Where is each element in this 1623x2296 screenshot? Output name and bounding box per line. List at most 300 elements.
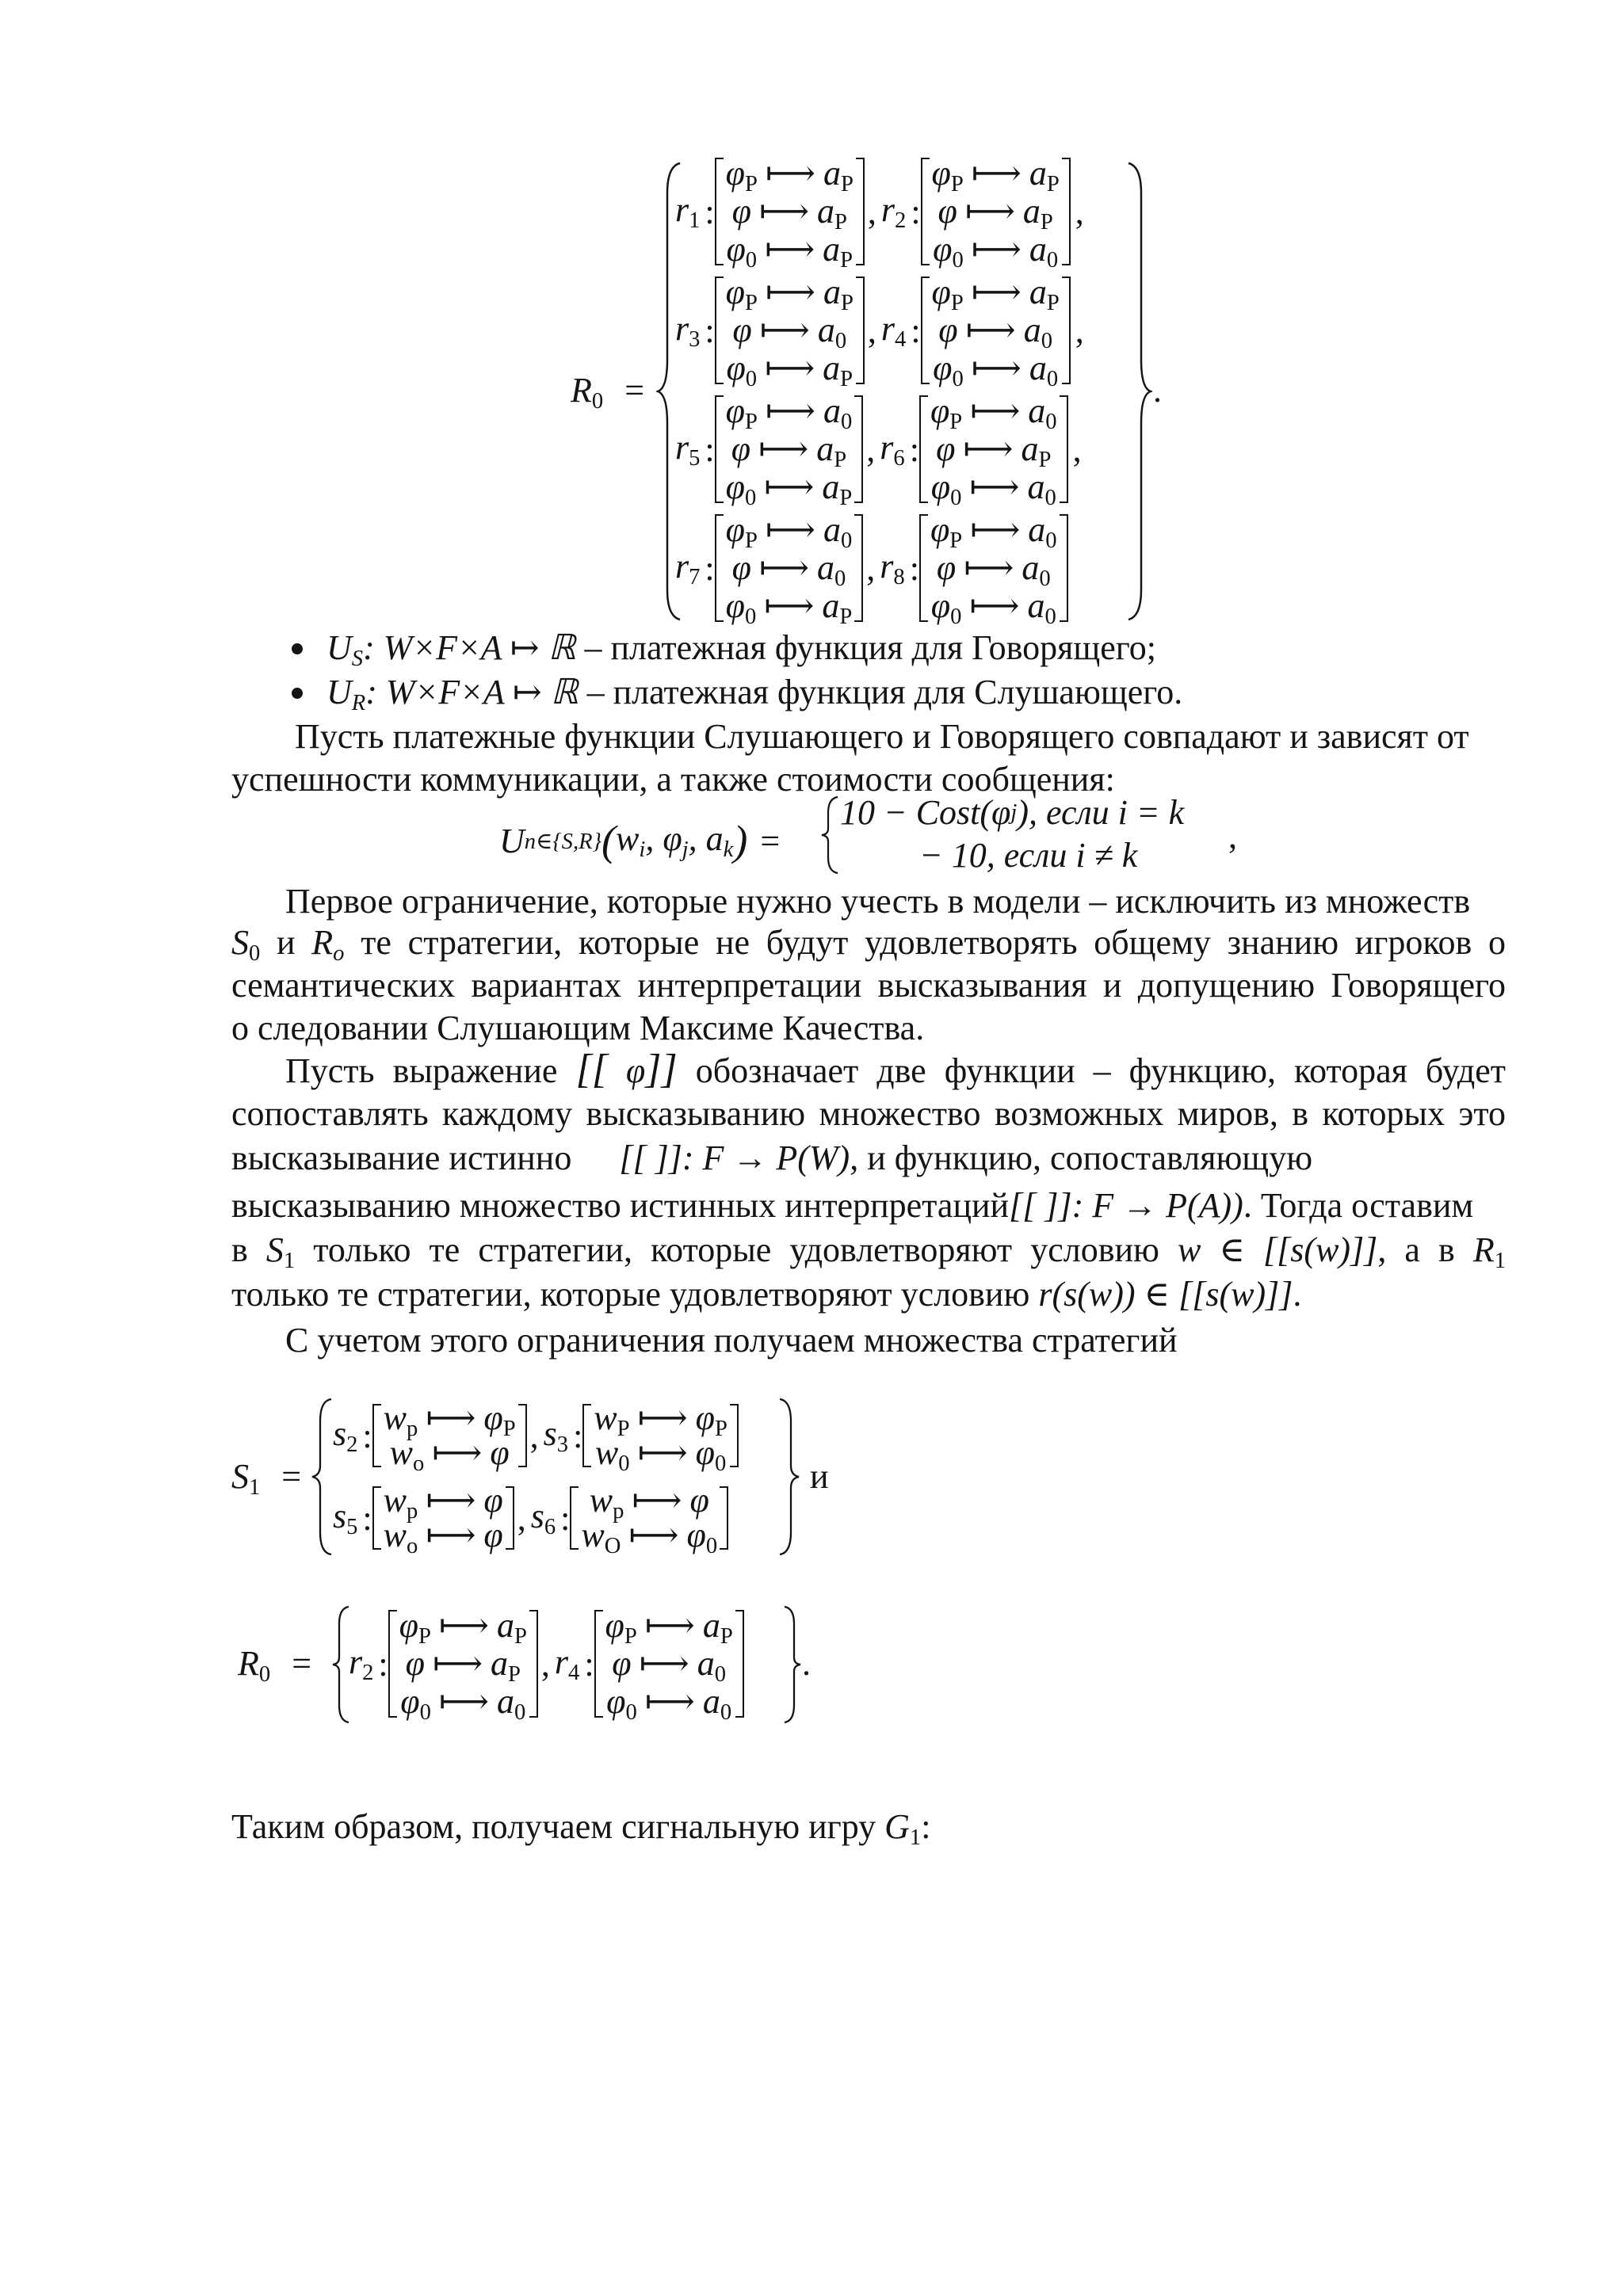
math-symbol: $\varphi_P$ bbox=[725, 273, 758, 315]
s1-tail: и bbox=[810, 1457, 829, 1496]
colon: : bbox=[909, 548, 919, 588]
math-subscript: P bbox=[624, 1624, 637, 1649]
math-symbol: $\varphi_0$ bbox=[606, 1682, 637, 1725]
math-symbol: $a_0$ bbox=[697, 1644, 727, 1687]
math-symbol: $a_0$ bbox=[1028, 391, 1057, 434]
math-subscript: 0 bbox=[1039, 566, 1051, 591]
mapsto-arrow: ⟼ bbox=[971, 154, 1022, 193]
math-subscript: 2 bbox=[895, 208, 907, 233]
math-subscript: P bbox=[508, 1662, 521, 1687]
small-r0-period: . bbox=[802, 1644, 811, 1683]
mapsto-arrow: ⟼ bbox=[969, 586, 1020, 625]
strategy-label: $r_4$ bbox=[554, 1642, 580, 1685]
mapping-row bbox=[930, 391, 1057, 434]
separator-comma: , bbox=[866, 429, 876, 469]
colon: : bbox=[362, 1498, 372, 1538]
mapsto-arrow: ⟼ bbox=[632, 1481, 682, 1520]
math-subscript: 0 bbox=[834, 566, 846, 591]
colon: : bbox=[911, 311, 921, 350]
mapsto-arrow: ⟼ bbox=[628, 1516, 679, 1554]
para1-line1: Пусть платежные функции Слушающего и Говорящего совпадают и зависят от bbox=[295, 717, 1469, 756]
mapping-matrix bbox=[570, 1481, 728, 1558]
final-line: Таким образом, получаем сигнальную игру $G_1$: bbox=[231, 1807, 931, 1850]
mapsto-arrow: ⟼ bbox=[765, 349, 815, 387]
para4: С учетом этого ограничения получаем множества стратегий bbox=[285, 1321, 1178, 1360]
mapsto-arrow: ⟼ bbox=[432, 1644, 483, 1683]
math-subscript: 0 bbox=[1044, 486, 1056, 510]
math-subscript: 0 bbox=[1045, 528, 1057, 553]
math-subscript: 0 bbox=[1046, 248, 1059, 273]
math-subscript: o bbox=[407, 1534, 418, 1558]
colon: : bbox=[584, 1644, 594, 1684]
mapping-matrix bbox=[715, 391, 864, 510]
math-subscript: 0 bbox=[834, 329, 847, 353]
math-subscript: P bbox=[840, 248, 854, 273]
row-comma: , bbox=[1072, 429, 1082, 469]
mapsto-arrow: ⟼ bbox=[765, 230, 815, 269]
math-subscript: 5 bbox=[346, 1515, 358, 1539]
mapping-row bbox=[581, 1516, 718, 1558]
mapping-row bbox=[726, 230, 854, 273]
strategy-row bbox=[675, 509, 1135, 627]
math-symbol: $\varphi_0$ bbox=[726, 349, 758, 391]
separator-comma: , bbox=[867, 311, 876, 350]
s1-right-brace bbox=[778, 1398, 800, 1556]
math-symbol: $w_p$ bbox=[383, 1398, 418, 1441]
math-symbol: $\varphi_0$ bbox=[933, 230, 964, 273]
math-subscript: P bbox=[949, 410, 963, 434]
small-r0-left-brace bbox=[331, 1605, 350, 1724]
math-subscript: P bbox=[949, 528, 963, 553]
bullet-marker bbox=[292, 643, 303, 654]
math-symbol: $\varphi_P$ bbox=[483, 1398, 516, 1441]
mapsto-arrow: ⟼ bbox=[758, 192, 810, 231]
mapping-row bbox=[594, 1433, 727, 1476]
math-symbol: $a_P$ bbox=[823, 349, 854, 391]
math-subscript: 4 bbox=[895, 327, 907, 352]
math-subscript: 0 bbox=[514, 1700, 526, 1725]
colon: : bbox=[705, 192, 715, 231]
math-subscript: 0 bbox=[952, 248, 964, 273]
mapsto-arrow: ⟼ bbox=[765, 273, 815, 311]
mapping-matrix bbox=[921, 154, 1071, 273]
mapping-matrix bbox=[388, 1606, 538, 1725]
math-subscript: 3 bbox=[689, 327, 701, 352]
math-subscript: 0 bbox=[419, 1700, 431, 1725]
colon: : bbox=[705, 548, 715, 588]
math-subscript: P bbox=[745, 291, 758, 315]
strategy-row bbox=[349, 1600, 792, 1727]
math-subscript: P bbox=[714, 1417, 727, 1441]
mapsto-arrow: ⟼ bbox=[971, 349, 1022, 387]
math-symbol: $\varphi_0$ bbox=[725, 467, 757, 510]
mapsto-arrow: ⟼ bbox=[426, 1398, 476, 1437]
mapsto-arrow: ⟼ bbox=[438, 1682, 489, 1721]
colon: : bbox=[362, 1416, 372, 1455]
mapsto-arrow: ⟼ bbox=[964, 192, 1015, 231]
math-symbol: $a_P$ bbox=[823, 273, 854, 315]
bullet-us: US: W×F×A ↦ ℝ – платежная функция для Говорящего; bbox=[327, 628, 1156, 671]
math-subscript: 0 bbox=[1045, 410, 1057, 434]
math-subscript: 3 bbox=[556, 1432, 569, 1457]
math-symbol: φ bbox=[936, 429, 956, 468]
math-symbol: $a_P$ bbox=[823, 154, 854, 196]
mapping-matrix bbox=[372, 1398, 527, 1476]
colon: : bbox=[909, 429, 919, 469]
math-subscript: 0 bbox=[745, 486, 757, 510]
mapping-row bbox=[605, 1682, 733, 1725]
math-symbol: φ bbox=[731, 192, 751, 231]
mapsto-arrow: ⟼ bbox=[965, 311, 1016, 349]
mapsto-arrow: ⟼ bbox=[426, 1481, 476, 1520]
mapping-row bbox=[605, 1644, 733, 1687]
math-symbol: $\varphi_P$ bbox=[931, 154, 964, 196]
mapping-row bbox=[725, 510, 853, 553]
separator-comma: , bbox=[866, 548, 876, 588]
mapsto-arrow: ⟼ bbox=[639, 1644, 689, 1683]
math-symbol: $\varphi_P$ bbox=[931, 273, 964, 315]
strategy-row bbox=[675, 152, 1135, 271]
mapping-row bbox=[581, 1481, 717, 1524]
math-subscript: 8 bbox=[893, 565, 905, 589]
math-subscript: 0 bbox=[745, 605, 757, 629]
math-subscript: 1 bbox=[689, 208, 701, 233]
strategy-label: $s_5$ bbox=[333, 1497, 358, 1539]
math-subscript: P bbox=[950, 172, 964, 196]
math-subscript: p bbox=[407, 1499, 418, 1524]
math-symbol: $a_0$ bbox=[817, 548, 846, 591]
math-subscript: P bbox=[1040, 210, 1053, 235]
mapping-row bbox=[932, 192, 1060, 235]
math-subscript: 6 bbox=[544, 1515, 556, 1539]
para3-line3: высказывание истинно [[ ]]: F → P(W), и функцию, сопоставляющую bbox=[231, 1138, 1313, 1177]
mapsto-arrow: ⟼ bbox=[971, 230, 1022, 269]
math-symbol: φ bbox=[490, 1433, 510, 1472]
mapping-row bbox=[726, 349, 854, 391]
small-r0-label: $R_0$ = bbox=[238, 1644, 312, 1687]
para3-line6: только те стратегии, которые удовлетворяют условию r(s(w)) ∈ [[s(w)]]. bbox=[231, 1275, 1302, 1314]
para2-line3: семантических вариантах интерпретации высказывания и допущению Говорящего bbox=[231, 966, 1506, 1005]
mapping-row bbox=[930, 548, 1057, 591]
bullet-marker bbox=[292, 688, 303, 699]
math-symbol: $a_0$ bbox=[1023, 311, 1053, 353]
math-subscript: 0 bbox=[1046, 367, 1059, 391]
colon: : bbox=[378, 1644, 388, 1684]
mapping-row bbox=[399, 1644, 527, 1687]
math-subscript: P bbox=[745, 172, 758, 196]
math-subscript: 0 bbox=[840, 410, 853, 434]
math-symbol: $w_p$ bbox=[589, 1481, 624, 1524]
mapping-row bbox=[725, 467, 853, 510]
math-symbol: $a_P$ bbox=[822, 586, 853, 629]
colon: : bbox=[705, 311, 715, 350]
para2-line1: Первое ограничение, которые нужно учесть в модели – исключить из множеств bbox=[285, 882, 1471, 921]
math-symbol: φ bbox=[936, 548, 957, 587]
math-subscript: P bbox=[418, 1624, 431, 1649]
mapping-row bbox=[930, 510, 1057, 553]
big-r0-rows bbox=[675, 152, 1135, 627]
math-symbol: $w_0$ bbox=[594, 1433, 630, 1476]
math-symbol: $a_P$ bbox=[816, 429, 847, 472]
bullet-ur: UR: W×F×A ↦ ℝ – платежная функция для Слушающего. bbox=[327, 673, 1183, 715]
math-symbol: $\varphi_P$ bbox=[725, 154, 758, 196]
mapsto-arrow: ⟼ bbox=[964, 548, 1014, 587]
mapsto-arrow: ⟼ bbox=[438, 1606, 489, 1645]
math-symbol: φ bbox=[689, 1481, 709, 1520]
mapping-matrix bbox=[594, 1606, 744, 1725]
math-symbol: $\varphi_P$ bbox=[930, 391, 963, 434]
math-symbol: $a_0$ bbox=[1029, 349, 1059, 391]
para3-line1: Пусть выражение [[ φ]] обозначает две функции – функцию, которая будет bbox=[285, 1047, 1507, 1092]
mapping-row bbox=[932, 311, 1060, 353]
mapping-row bbox=[725, 154, 854, 196]
mapsto-arrow: ⟼ bbox=[765, 154, 815, 193]
mapping-row bbox=[726, 311, 854, 353]
row-comma: , bbox=[1075, 311, 1084, 350]
mapping-matrix bbox=[372, 1481, 514, 1558]
strategy-row bbox=[675, 271, 1135, 390]
strategy-label: $r_1$ bbox=[675, 190, 701, 233]
colon: : bbox=[560, 1498, 571, 1538]
math-symbol: φ bbox=[938, 311, 958, 349]
mapsto-arrow: ⟼ bbox=[758, 429, 809, 468]
math-symbol: $a_0$ bbox=[1029, 230, 1059, 273]
math-symbol: φ bbox=[483, 1516, 503, 1554]
mapsto-arrow: ⟼ bbox=[963, 429, 1014, 468]
mapsto-arrow: ⟼ bbox=[971, 273, 1022, 311]
para3-line4: высказыванию множество истинных интерпретаций[[ ]]: F → P(A)). Тогда оставим bbox=[231, 1186, 1474, 1225]
colon: : bbox=[911, 192, 921, 231]
math-symbol: $a_0$ bbox=[1022, 548, 1051, 591]
strategy-row bbox=[333, 1394, 808, 1477]
para2-line4: о следовании Слушающим Максиме Качества. bbox=[231, 1009, 925, 1047]
separator-comma: , bbox=[517, 1498, 526, 1538]
math-subscript: P bbox=[502, 1417, 516, 1441]
mapsto-arrow: ⟼ bbox=[759, 311, 810, 349]
mapsto-arrow: ⟼ bbox=[970, 391, 1021, 430]
math-subscript: 7 bbox=[689, 565, 701, 589]
mapping-row bbox=[594, 1398, 727, 1441]
mapsto-arrow: ⟼ bbox=[637, 1398, 688, 1437]
mapping-row bbox=[725, 586, 853, 629]
s1-left-brace bbox=[311, 1398, 333, 1556]
strategy-label: $r_2$ bbox=[349, 1642, 374, 1685]
mapping-row bbox=[930, 586, 1057, 629]
mapping-matrix bbox=[715, 510, 864, 629]
mapping-row bbox=[605, 1606, 733, 1649]
mapsto-arrow: ⟼ bbox=[758, 548, 810, 587]
strategy-label: $s_6$ bbox=[530, 1497, 556, 1539]
strategy-row bbox=[675, 390, 1135, 509]
math-symbol: $a_0$ bbox=[817, 311, 847, 353]
para1-line2: успешности коммуникации, а также стоимости сообщения: bbox=[231, 760, 1115, 799]
math-subscript: 2 bbox=[346, 1432, 358, 1457]
strategy-label: $r_5$ bbox=[675, 428, 701, 471]
strategy-label: $r_7$ bbox=[675, 547, 701, 589]
math-symbol: $a_P$ bbox=[496, 1606, 527, 1649]
mapping-row bbox=[726, 192, 854, 235]
mapping-row bbox=[399, 1606, 527, 1649]
para3-line2: сопоставлять каждому высказыванию множество возможных миров, в которых это bbox=[231, 1094, 1506, 1133]
mapsto-arrow: ⟼ bbox=[969, 467, 1020, 506]
math-subscript: 5 bbox=[689, 446, 701, 471]
math-symbol: $w_p$ bbox=[383, 1481, 418, 1524]
math-symbol: $\varphi_0$ bbox=[930, 467, 962, 510]
math-symbol: φ bbox=[938, 192, 957, 231]
mapping-matrix bbox=[715, 273, 865, 391]
math-subscript: 0 bbox=[950, 486, 962, 510]
math-symbol: $a_P$ bbox=[491, 1644, 521, 1687]
math-subscript: P bbox=[834, 448, 847, 472]
strategy-label: $r_4$ bbox=[880, 309, 907, 352]
mapsto-arrow: ⟼ bbox=[765, 391, 815, 430]
payoff-formula: U n∈{S,R} ( wi, φj, ak ) = 10 − Cost(φ j ), если i = k − 10, если i ≠ k , bbox=[499, 793, 1237, 875]
mapping-row bbox=[932, 230, 1060, 273]
math-symbol: $\varphi_P$ bbox=[930, 510, 963, 553]
mapping-row bbox=[932, 349, 1060, 391]
math-symbol: $a_0$ bbox=[823, 510, 853, 553]
math-symbol: $\varphi_0$ bbox=[726, 230, 758, 273]
mapping-row bbox=[726, 548, 853, 591]
math-symbol: φ bbox=[483, 1481, 503, 1520]
s1-label: $S_1$ = bbox=[231, 1457, 302, 1500]
separator-comma: , bbox=[867, 192, 876, 231]
mapping-matrix bbox=[715, 154, 865, 273]
mapping-row bbox=[930, 429, 1057, 472]
math-symbol: $\varphi_P$ bbox=[605, 1606, 637, 1649]
math-subscript: P bbox=[840, 172, 854, 196]
mapping-row bbox=[384, 1433, 516, 1476]
math-symbol: $a_0$ bbox=[1027, 467, 1056, 510]
math-symbol: $w_o$ bbox=[389, 1433, 425, 1476]
math-subscript: 0 bbox=[618, 1451, 630, 1476]
math-symbol: $\varphi_P$ bbox=[725, 391, 758, 434]
math-subscript: 0 bbox=[952, 367, 964, 391]
math-subscript: P bbox=[514, 1624, 527, 1649]
math-symbol: φ bbox=[405, 1644, 425, 1683]
strategy-label: $r_3$ bbox=[675, 309, 701, 352]
math-subscript: p bbox=[407, 1417, 418, 1441]
math-subscript: P bbox=[840, 291, 854, 315]
separator-comma: , bbox=[529, 1416, 539, 1455]
row-comma: , bbox=[1075, 192, 1084, 231]
math-symbol: φ bbox=[731, 548, 751, 587]
math-symbol: $\varphi_0$ bbox=[695, 1433, 727, 1476]
math-symbol: $\varphi_0$ bbox=[400, 1682, 431, 1725]
math-symbol: $a_0$ bbox=[496, 1682, 526, 1725]
math-subscript: 0 bbox=[840, 528, 853, 553]
math-subscript: P bbox=[1046, 172, 1060, 196]
math-subscript: 4 bbox=[568, 1661, 580, 1685]
math-subscript: P bbox=[745, 528, 758, 553]
math-symbol: $a_P$ bbox=[1029, 154, 1060, 196]
mapping-row bbox=[931, 154, 1060, 196]
math-subscript: o bbox=[412, 1451, 425, 1476]
strategy-row bbox=[333, 1477, 808, 1559]
math-subscript: P bbox=[950, 291, 964, 315]
math-subscript: 2 bbox=[362, 1661, 374, 1685]
mapping-row bbox=[725, 391, 853, 434]
math-symbol: φ bbox=[612, 1644, 632, 1683]
colon: : bbox=[705, 429, 715, 469]
strategy-label: $s_3$ bbox=[543, 1414, 569, 1457]
math-subscript: P bbox=[1038, 448, 1052, 472]
math-symbol: $a_P$ bbox=[823, 230, 854, 273]
colon: : bbox=[573, 1416, 583, 1455]
para3-line5: в $S_1$ только те стратегии, которые удовлетворяют условию w ∈ [[s(w)]], а в $R_1$ bbox=[231, 1230, 1507, 1273]
s1-formula bbox=[231, 1394, 881, 1561]
math-subscript: 0 bbox=[705, 1534, 718, 1558]
math-subscript: P bbox=[840, 367, 854, 391]
mapsto-arrow: ⟼ bbox=[644, 1606, 695, 1645]
math-subscript: 0 bbox=[714, 1451, 727, 1476]
mapsto-arrow: ⟼ bbox=[970, 510, 1021, 549]
strategy-label: $r_8$ bbox=[880, 547, 905, 589]
math-symbol: $\varphi_0$ bbox=[725, 586, 757, 629]
payoff-brace bbox=[820, 795, 839, 875]
math-symbol: $a_P$ bbox=[702, 1606, 733, 1649]
mapping-matrix bbox=[582, 1398, 739, 1476]
mapping-row bbox=[931, 273, 1060, 315]
separator-comma: , bbox=[540, 1644, 550, 1684]
mapsto-arrow: ⟼ bbox=[764, 586, 815, 625]
small-r0-row bbox=[349, 1600, 792, 1727]
math-subscript: 0 bbox=[1044, 605, 1056, 629]
math-subscript: P bbox=[839, 486, 853, 510]
math-symbol: φ bbox=[731, 429, 751, 468]
mapping-row bbox=[383, 1481, 503, 1524]
math-subscript: P bbox=[834, 210, 847, 235]
math-subscript: 0 bbox=[745, 367, 758, 391]
para2-line2: $S_0$ и Ro те стратегии, которые не будут удовлетворять общему знанию игроков о bbox=[231, 923, 1507, 966]
strategy-label: $r_6$ bbox=[880, 428, 905, 471]
mapping-row bbox=[725, 273, 854, 315]
math-subscript: 0 bbox=[625, 1700, 637, 1725]
math-subscript: P bbox=[1046, 291, 1060, 315]
math-subscript: 0 bbox=[745, 248, 758, 273]
s1-rows bbox=[333, 1394, 808, 1559]
math-subscript: 0 bbox=[714, 1662, 727, 1687]
math-symbol: $a_0$ bbox=[1027, 586, 1056, 629]
big-r0-formula bbox=[571, 152, 1173, 627]
small-r0-right-brace bbox=[783, 1605, 802, 1724]
big-r0-period: . bbox=[1153, 371, 1162, 410]
math-subscript: 0 bbox=[1041, 329, 1053, 353]
math-symbol: $\varphi_P$ bbox=[399, 1606, 431, 1649]
math-symbol: $\varphi_0$ bbox=[930, 586, 962, 629]
mapping-row bbox=[399, 1682, 527, 1725]
math-subscript: P bbox=[839, 605, 853, 629]
mapping-row bbox=[930, 467, 1057, 510]
big-r0-label: $R_0$ = bbox=[571, 371, 645, 414]
math-subscript: 6 bbox=[893, 446, 905, 471]
math-symbol: $a_P$ bbox=[1029, 273, 1060, 315]
math-symbol: φ bbox=[732, 311, 752, 349]
math-symbol: $a_P$ bbox=[822, 467, 853, 510]
mapping-matrix bbox=[921, 273, 1071, 391]
math-subscript: P bbox=[720, 1624, 733, 1649]
mapsto-arrow: ⟼ bbox=[426, 1516, 476, 1554]
math-subscript: O bbox=[604, 1534, 621, 1558]
mapping-row bbox=[383, 1398, 516, 1441]
strategy-label: $r_2$ bbox=[880, 190, 907, 233]
mapping-matrix bbox=[919, 510, 1068, 629]
math-subscript: P bbox=[617, 1417, 630, 1441]
math-subscript: 0 bbox=[720, 1700, 732, 1725]
small-r0-formula bbox=[238, 1600, 872, 1727]
mapping-row bbox=[726, 429, 853, 472]
math-symbol: $a_0$ bbox=[702, 1682, 732, 1725]
